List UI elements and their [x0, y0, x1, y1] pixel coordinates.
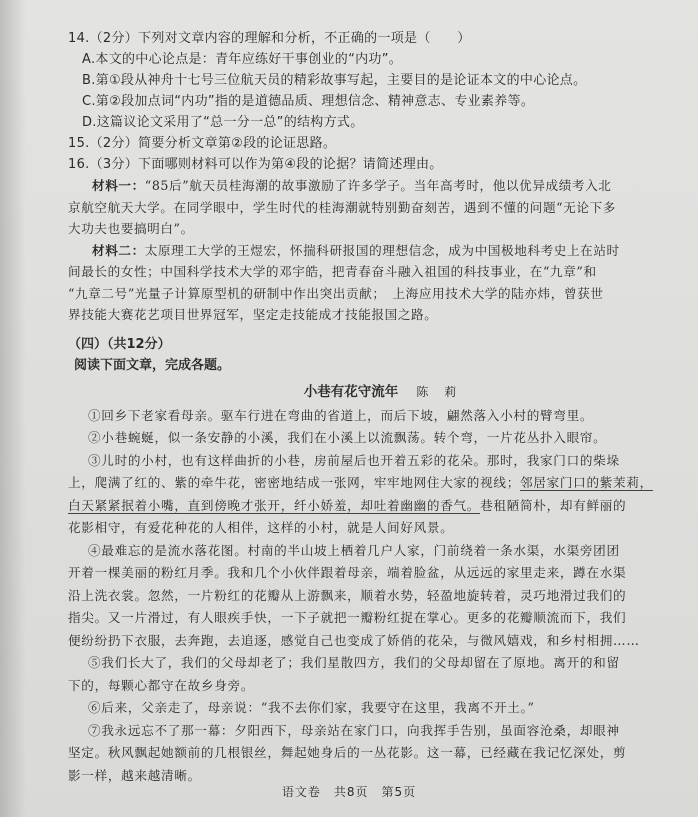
article-paragraph-4-line-1: ④最难忘的是流水落花图。村南的半山坡上栖着几户人家，门前绕着一条水渠，水渠旁团团	[88, 542, 620, 558]
article-paragraph-5-line-1: ⑤我们长大了，我们的父母却老了；我们星散四方，我们的父母却留在了原地。离开的和留	[88, 655, 620, 670]
article-paragraph-7-line-1: ⑦我永远忘不了那一幕：夕阳西下，母亲站在家门口，向我挥手告别，虽面容沧桑，却眼神	[88, 722, 620, 738]
article-title-row	[68, 382, 658, 403]
article-body	[68, 405, 658, 788]
q14-option-a: A.本文的中心论点是：青年应练好干事创业的“内功”。	[82, 52, 403, 67]
q15-stem: 15.（2分）简要分析文章第②段的论证思路。	[68, 136, 337, 151]
material2-line-4: 界技能大赛花艺项目世界冠军，坚定走技能成才技能报国之路。	[68, 307, 438, 322]
q14-option-b: B.第①段从神舟十七号三位航天员的精彩故事写起，主要目的是论证本文的中心论点。	[82, 73, 587, 88]
article-author: 陈 莉	[416, 384, 463, 399]
material1-line-2: 京航空航天大学。在同学眼中，学生时代的桂海潮就特别勤奋刻苦，遇到不懂的问题“无论下多	[68, 199, 616, 215]
reading-instruction: 阅读下面文章，完成各题。	[74, 357, 231, 373]
article-paragraph-6-line-1: ⑥后来，父亲走了，母亲说：“我不去你们家，我要守在这里，我离不开土。”	[88, 700, 535, 715]
article-paragraph-4-line-3: 沿上洗衣裳。忽然，一片粉红的花瓣从上游飘来，顺着水势，轻盈地旋转着，灵巧地滑过我们的	[68, 587, 627, 603]
article-paragraph-4-line-5: 便纷纷扔下衣服，去奔跑，去追逐，感觉自己也变成了娇俏的花朵，与微风嬉戏，和乡村相拥……	[68, 632, 640, 648]
material2-line-2: 间最长的女性；中国科学技术大学的邓宇皓，把青春奋斗融入祖国的科技事业，在“九章”和	[68, 264, 597, 279]
material2-line-3: “九章二号”光量子计算原型机的研制中作出突出贡献； 上海应用技术大学的陆亦炜，曾获世	[68, 285, 604, 301]
q16-stem: 16.（3分）下面哪则材料可以作为第④段的论据？请简述理由。	[68, 157, 443, 172]
article-paragraph-3-line-3: 白天紧紧抿着小嘴，直到傍晚才张开，纤小娇羞，却吐着幽幽的香气。巷租陋简朴，却有鲜丽的	[68, 497, 627, 513]
material2-label: 材料二：	[92, 242, 145, 258]
material2-line-1: 材料二：太原理工大学的王煜宏，怀揣科研报国的理想信念，成为中国极地科考史上在站时	[92, 242, 620, 258]
article-paragraph-2-line-1: ②小巷蜿蜒，似一条安静的小溪，我们在小溪上以流飘荡。转个弯，一片花丛扑入眼帘。	[88, 430, 607, 445]
q14-option-c: C.第②段加点词“内功”指的是道德品质、理想信念、精神意志、专业素养等。	[82, 94, 535, 109]
q14-option-d: D.这篇议论文采用了“总一分一总”的结构方式。	[82, 115, 364, 130]
material1-label: 材料一：	[92, 178, 145, 193]
page-shadow	[0, 0, 26, 817]
article-paragraph-4-line-4: 指尖。又一片滑过，有人眼疾手快，一下子就把一瓣粉红捉在掌心。更多的花瓣顺流而下，我们	[68, 610, 627, 625]
material1-line-3: 大功夫也要搞明白”。	[68, 221, 194, 236]
material1-line-1: 材料一：“85后”航天员桂海潮的故事激励了许多学子。当年高考时，他以优异成绩考入北	[92, 178, 612, 193]
article-paragraph-3-line-2: 上，爬满了红的、紫的牵牛花，密密地结成一张网，牢牢地网住大家的视线；邻居家门口的紫茉莉，	[68, 475, 653, 490]
q14-stem: 14.（2分）下列对文章内容的理解和分析，不正确的一项是（ ）	[68, 31, 471, 46]
article-paragraph-5-line-2: 下的，每颗心都守在故乡身旁。	[68, 677, 255, 693]
article-paragraph-3-line-4: 花影相守，有爱花种花的人相伴，这样的小村，就是人间好风景。	[68, 520, 454, 535]
article-paragraph-4-line-2: 开着一棵美丽的粉红月季。我和几个小伙伴跟着母亲，端着脸盆，从远远的家里走来，蹲在水渠	[68, 565, 627, 580]
article-title: 小巷有花守流年	[303, 383, 399, 400]
section-heading: （四）（共12分）	[68, 336, 171, 352]
article-paragraph-1-line-1: ①回乡下老家看母亲。驱车行进在弯曲的省道上，而后下坡，翩然落入小村的臂弯里。	[88, 407, 594, 423]
page-footer: 语文卷 共8页 第5页	[281, 785, 417, 799]
article-paragraph-3-line-1: ③儿时的小村，也有这样曲折的小巷，房前屋后也开着五彩的花朵。那时，我家门口的柴垛	[88, 452, 620, 468]
article-paragraph-7-line-2: 坚定。秋风飘起她额前的几根银丝，舞起她身后的一丛花影。这一幕，已经藏在我记忆深处，剪	[68, 745, 627, 760]
article-paragraph-7-line-3: 影一样，越来越清晰。	[68, 767, 201, 783]
